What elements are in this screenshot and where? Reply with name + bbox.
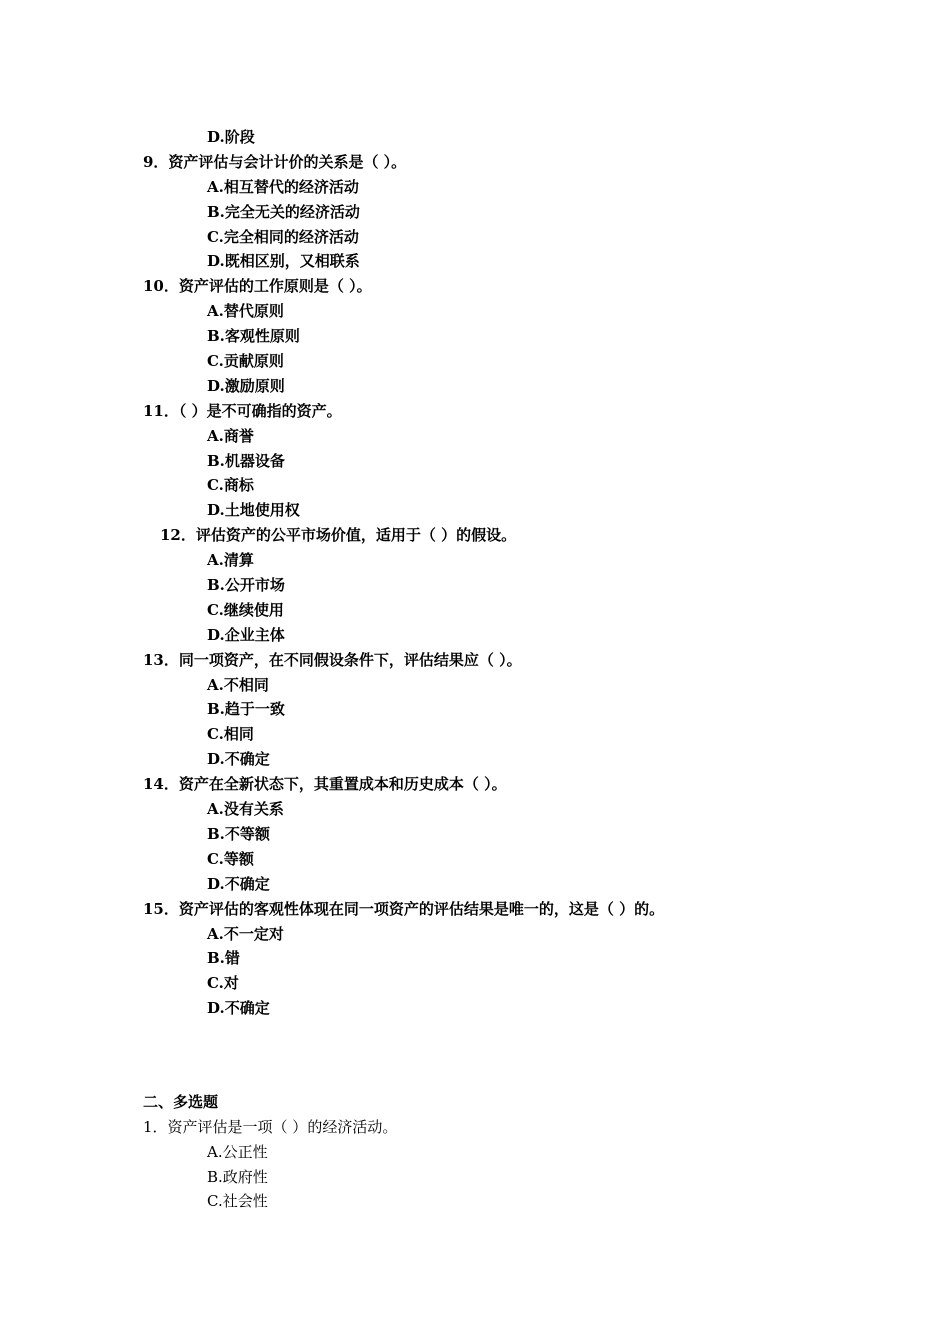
option: D.不确定 [207,999,270,1017]
option: B.机器设备 [207,452,285,470]
question-12: 12．评估资产的公平市场价值，适用于（ ）的假设。 [160,526,517,544]
option: C.继续使用 [207,601,284,619]
option: B.不等额 [207,825,270,843]
question-10: 10．资产评估的工作原则是（ ）。 [143,277,372,295]
option: C.对 [207,974,239,992]
option: B.完全无关的经济活动 [207,203,360,221]
option: B.公开市场 [207,576,285,594]
option: D.既相区别，又相联系 [207,252,360,270]
option: A.替代原则 [207,302,284,320]
option: D.不确定 [207,875,270,893]
option: D.不确定 [207,750,270,768]
prev-option: D.阶段 [207,128,255,146]
option: C.商标 [207,476,254,494]
option: A.没有关系 [207,800,284,818]
question-14: 14．资产在全新状态下，其重置成本和历史成本（ ）。 [143,775,507,793]
option: A.清算 [207,551,254,569]
option: C.社会性 [207,1192,268,1210]
option: C.相同 [207,725,254,743]
option: D.激励原则 [207,377,285,395]
option: B.政府性 [207,1168,268,1186]
option: A.公正性 [207,1143,268,1161]
option: A.不一定对 [207,925,284,943]
option: B.客观性原则 [207,327,300,345]
question-11: 11．（ ）是不可确指的资产。 [143,402,342,420]
question-multi-1: 1．资产评估是一项（ ）的经济活动。 [143,1118,398,1136]
question-13: 13．同一项资产，在不同假设条件下，评估结果应（ ）。 [143,651,522,669]
option: D.企业主体 [207,626,285,644]
question-9: 9．资产评估与会计计价的关系是（ ）。 [143,153,407,171]
option: C.等额 [207,850,254,868]
option: A.相互替代的经济活动 [207,178,359,196]
option: C.完全相同的经济活动 [207,228,359,246]
option: A.商誉 [207,427,254,445]
option: C.贡献原则 [207,352,284,370]
question-15: 15．资产评估的客观性体现在同一项资产的评估结果是唯一的，这是（ ）的。 [143,900,665,918]
option: B.错 [207,949,240,967]
section-heading: 二、多选题 [143,1093,219,1111]
option: A.不相同 [207,676,269,694]
option: D.土地使用权 [207,501,300,519]
option: B.趋于一致 [207,700,285,718]
